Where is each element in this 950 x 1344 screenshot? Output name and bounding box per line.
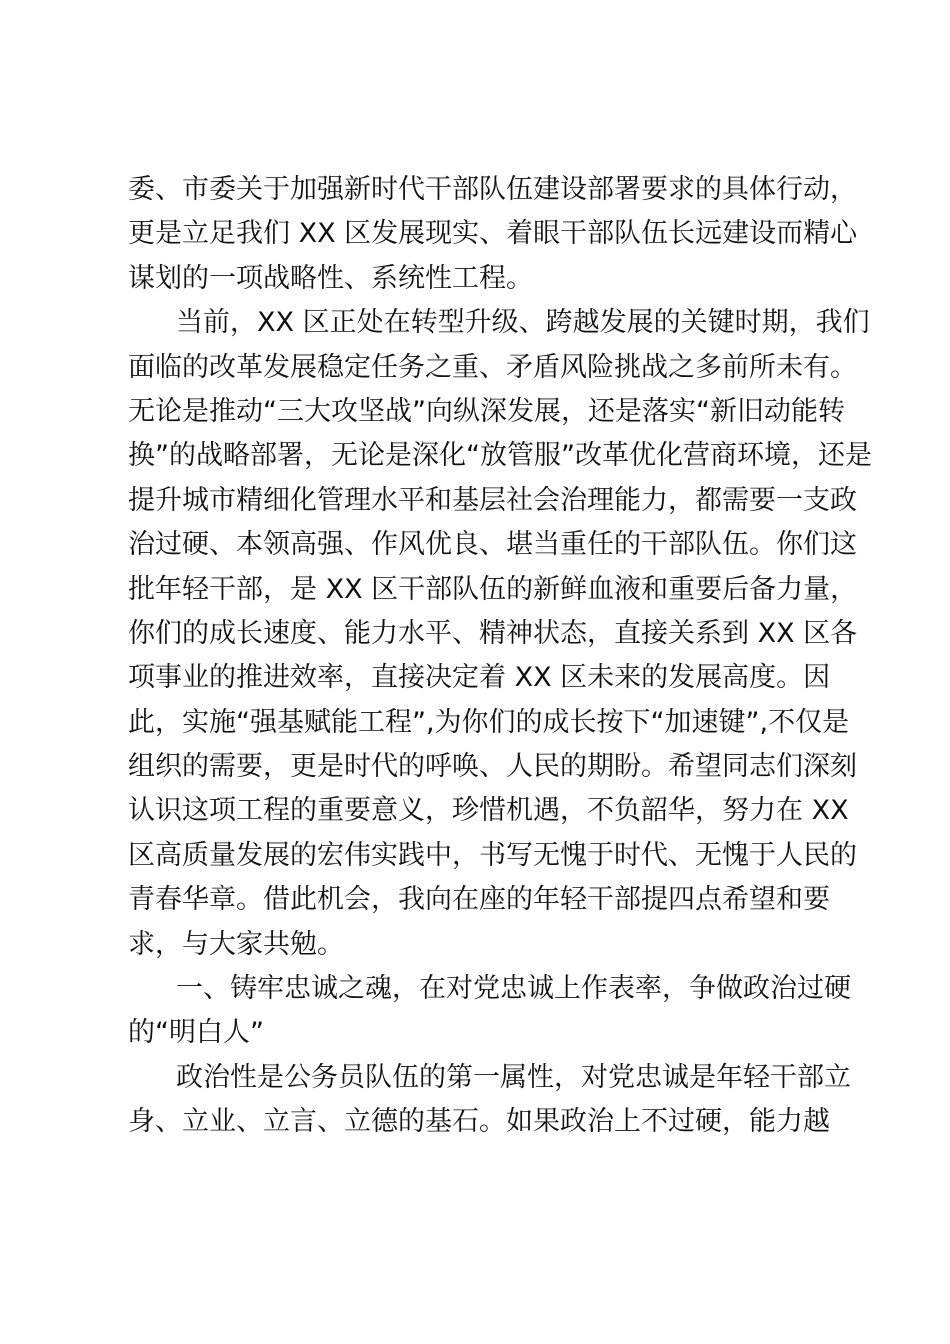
paragraph-line: 谋划的一项战略性、系统性工程。	[128, 262, 533, 294]
paragraph-line: 换”的战略部署，无论是深化“放管服”改革优化营商环境，还是	[128, 440, 872, 472]
paragraph-line: 组织的需要，更是时代的呼唤、人民的期盼。希望同志们深刻	[128, 751, 857, 783]
paragraph-line: 区高质量发展的宏伟实践中，书写无愧于时代、无愧于人民的	[128, 839, 857, 871]
section-heading: 一、铸牢忠诚之魂，在对党忠诚上作表率，争做政治过硬	[176, 973, 851, 1005]
paragraph-first-line: 当前，XX 区正处在转型升级、跨越发展的关键时期，我们	[176, 307, 870, 339]
paragraph-line: 无论是推动“三大攻坚战”向纵深发展，还是落实“新旧动能转	[128, 395, 845, 427]
paragraph-first-line: 政治性是公务员队伍的第一属性，对党忠诚是年轻干部立	[176, 1061, 851, 1093]
paragraph-line: 项事业的推进效率，直接决定着 XX 区未来的发展高度。因	[128, 662, 831, 694]
paragraph-line: 委、市委关于加强新时代干部队伍建设部署要求的具体行动，	[128, 174, 857, 205]
paragraph-line: 青春华章。借此机会，我向在座的年轻干部提四点希望和要	[128, 884, 830, 916]
paragraph-line: 提升城市精细化管理水平和基层社会治理能力，都需要一支政	[128, 484, 857, 516]
paragraph-line: 批年轻干部，是 XX 区干部队伍的新鲜血液和重要后备力量，	[128, 573, 858, 605]
paragraph-line: 此，实施“强基赋能工程”,为你们的成长按下“加速键”,不仅是	[128, 706, 850, 738]
document-body	[128, 168, 872, 1145]
paragraph-line: 身、立业、立言、立德的基石。如果政治上不过硬，能力越	[128, 1106, 830, 1138]
paragraph-line: 认识这项工程的重要意义，珍惜机遇，不负韶华，努力在 XX	[128, 795, 849, 827]
section-heading-continued: 的“明白人”	[128, 1017, 264, 1049]
paragraph-line: 更是立足我们 XX 区发展现实、着眼干部队伍长远建设而精心	[128, 218, 858, 250]
paragraph-line: 治过硬、本领高强、作风优良、堪当重任的干部队伍。你们这	[128, 529, 857, 561]
paragraph-line: 求，与大家共勉。	[128, 928, 344, 960]
paragraph-line: 你们的成长速度、能力水平、精神状态，直接关系到 XX 区各	[128, 617, 858, 649]
paragraph-line: 面临的改革发展稳定任务之重、矛盾风险挑战之多前所未有。	[128, 351, 857, 383]
